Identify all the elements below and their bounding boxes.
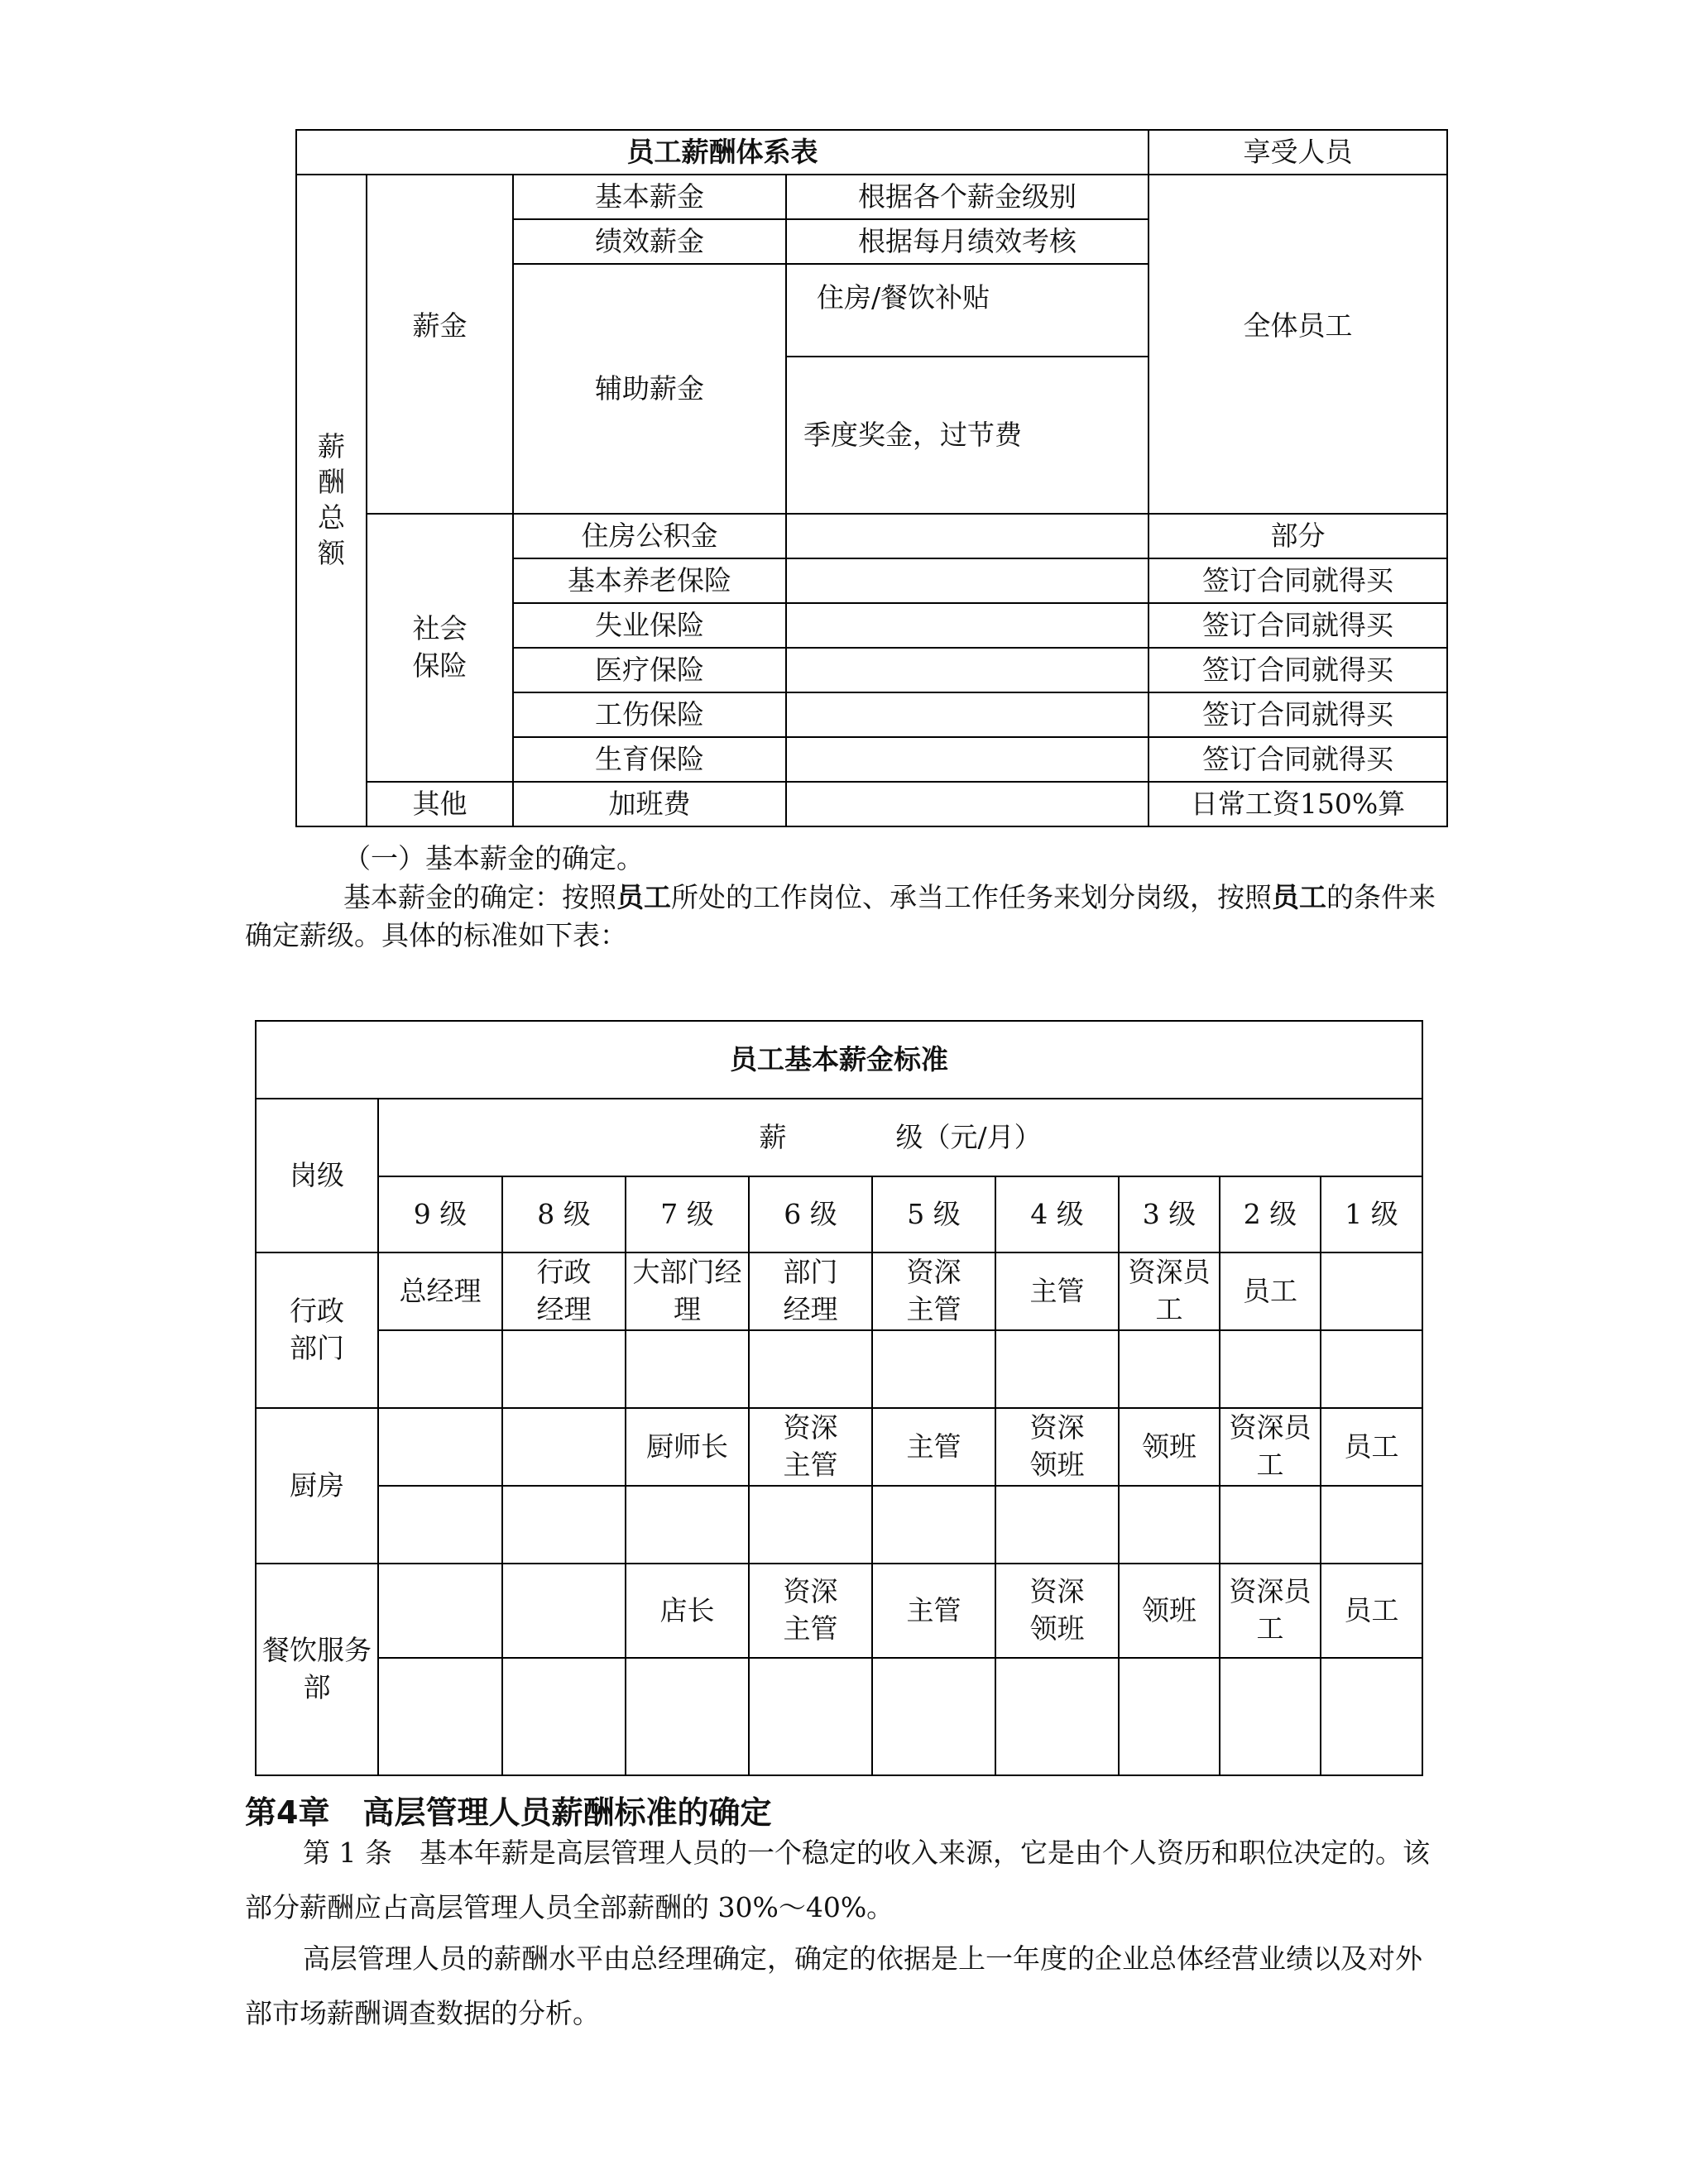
item-aux: 辅助薪金 — [513, 264, 786, 514]
dept-catering-label: 餐饮服务部 — [262, 1634, 372, 1703]
catering-cell-2: 资深员工 — [1220, 1564, 1321, 1658]
level-7: 7 级 — [626, 1176, 749, 1252]
section1-text-c: 的条件来确定薪级。具体的标准如下表： — [245, 881, 1436, 952]
catering-cell-1: 员工 — [1321, 1564, 1422, 1658]
basic-salary-table — [255, 1020, 1423, 1776]
admin-blank — [378, 1330, 502, 1408]
section1-paragraph — [245, 879, 1438, 955]
admin-cell-2: 员工 — [1220, 1252, 1321, 1330]
grade-header: 薪 级（元/月） — [378, 1099, 1422, 1176]
catering-cell-8 — [502, 1564, 626, 1658]
catering-cell-6: 资深主管 — [749, 1564, 872, 1658]
catering-cell-3: 领班 — [1119, 1564, 1220, 1658]
item-medical: 医疗保险 — [513, 648, 786, 692]
section1-text-b: 所处的工作岗位、承当工作任务来划分岗级，按照 — [671, 881, 1272, 913]
item-housing-fund: 住房公积金 — [513, 514, 786, 558]
cat-other: 其他 — [367, 782, 513, 826]
item-overtime: 加班费 — [513, 782, 786, 826]
dept-catering — [256, 1564, 378, 1775]
desc-aux-2: 季度奖金，过节费 — [786, 357, 1149, 514]
catering-cell-5: 主管 — [872, 1564, 995, 1658]
admin-cell-3: 资深员工 — [1119, 1252, 1220, 1330]
rec-housing-fund: 部分 — [1149, 514, 1447, 558]
kitchen-blank — [378, 1486, 502, 1564]
item-maternity: 生育保险 — [513, 737, 786, 782]
rec-medical: 签订合同就得买 — [1149, 648, 1447, 692]
admin-cell-5: 资深主管 — [872, 1252, 995, 1330]
level-3: 3 级 — [1119, 1176, 1220, 1252]
group-total-cell — [296, 175, 367, 826]
level-9: 9 级 — [378, 1176, 502, 1252]
kitchen-cell-4: 资深领班 — [995, 1408, 1119, 1486]
cat-social — [367, 514, 513, 782]
level-1: 1 级 — [1321, 1176, 1422, 1252]
desc-overtime — [786, 782, 1149, 826]
admin-cell-9: 总经理 — [378, 1252, 502, 1330]
kitchen-cell-9 — [378, 1408, 502, 1486]
recipients-header: 享受人员 — [1149, 130, 1447, 175]
catering-cell-7: 店长 — [626, 1564, 749, 1658]
desc-perf: 根据每月绩效考核 — [786, 219, 1149, 264]
item-pension: 基本养老保险 — [513, 558, 786, 603]
cat-salary: 薪金 — [367, 175, 513, 514]
level-8: 8 级 — [502, 1176, 626, 1252]
table1-title: 员工薪酬体系表 — [296, 130, 1149, 175]
desc-housing-fund — [786, 514, 1149, 558]
chapter4-para2: 高层管理人员的薪酬水平由总经理确定，确定的依据是上一年度的企业总体经营业绩以及对外部市场薪酬调查数据的分析。 — [245, 1942, 1422, 2029]
item-basic: 基本薪金 — [513, 175, 786, 219]
level-2: 2 级 — [1220, 1176, 1321, 1252]
admin-cell-6: 部门经理 — [749, 1252, 872, 1330]
dept-kitchen: 厨房 — [256, 1408, 378, 1564]
level-6: 6 级 — [749, 1176, 872, 1252]
kitchen-cell-2: 资深员工 — [1220, 1408, 1321, 1486]
kitchen-cell-7: 厨师长 — [626, 1408, 749, 1486]
post-header: 岗级 — [256, 1099, 378, 1252]
section1-heading: （一）基本薪金的确定。 — [343, 842, 644, 874]
catering-blank — [378, 1658, 502, 1775]
level-5: 5 级 — [872, 1176, 995, 1252]
rec-maternity: 签订合同就得买 — [1149, 737, 1447, 782]
kitchen-cell-8 — [502, 1408, 626, 1486]
rec-unemployment: 签订合同就得买 — [1149, 603, 1447, 648]
kitchen-cell-5: 主管 — [872, 1408, 995, 1486]
table2-title: 员工基本薪金标准 — [256, 1021, 1422, 1099]
chapter4-number: 第4章 — [245, 1794, 330, 1831]
desc-medical — [786, 648, 1149, 692]
section1-bold-2: 员工 — [1272, 881, 1326, 913]
group-total-label: 薪酬总额 — [318, 430, 345, 569]
rec-injury: 签订合同就得买 — [1149, 692, 1447, 737]
desc-unemployment — [786, 603, 1149, 648]
catering-cell-4: 资深领班 — [995, 1564, 1119, 1658]
admin-cell-8: 行政经理 — [502, 1252, 626, 1330]
section1-bold-1: 员工 — [616, 881, 671, 913]
kitchen-cell-1: 员工 — [1321, 1408, 1422, 1486]
desc-injury — [786, 692, 1149, 737]
admin-cell-1 — [1321, 1252, 1422, 1330]
desc-aux-1: 住房/餐饮补贴 — [786, 264, 1149, 357]
rec-overtime: 日常工资150%算 — [1149, 782, 1447, 826]
catering-cell-9 — [378, 1564, 502, 1658]
rec-pension: 签订合同就得买 — [1149, 558, 1447, 603]
admin-cell-4: 主管 — [995, 1252, 1119, 1330]
item-perf: 绩效薪金 — [513, 219, 786, 264]
chapter4-para1: 第 1 条 基本年薪是高层管理人员的一个稳定的收入来源，它是由个人资历和职位决定的。该部分薪酬应占高层管理人员全部薪酬的 30%～40%。 — [245, 1837, 1430, 1923]
salary-recipients: 全体员工 — [1149, 175, 1447, 514]
dept-admin — [256, 1252, 378, 1408]
level-4: 4 级 — [995, 1176, 1119, 1252]
item-injury: 工伤保险 — [513, 692, 786, 737]
chapter4-title: 高层管理人员薪酬标准的确定 — [362, 1794, 772, 1831]
desc-maternity — [786, 737, 1149, 782]
desc-basic: 根据各个薪金级别 — [786, 175, 1149, 219]
kitchen-cell-3: 领班 — [1119, 1408, 1220, 1486]
dept-admin-label: 行政部门 — [290, 1295, 344, 1364]
salary-system-table — [295, 129, 1448, 827]
admin-cell-7: 大部门经理 — [626, 1252, 749, 1330]
desc-pension — [786, 558, 1149, 603]
cat-social-label: 社会保险 — [412, 612, 468, 682]
section1-text-a: 基本薪金的确定：按照 — [343, 881, 616, 913]
item-unemployment: 失业保险 — [513, 603, 786, 648]
kitchen-cell-6: 资深主管 — [749, 1408, 872, 1486]
